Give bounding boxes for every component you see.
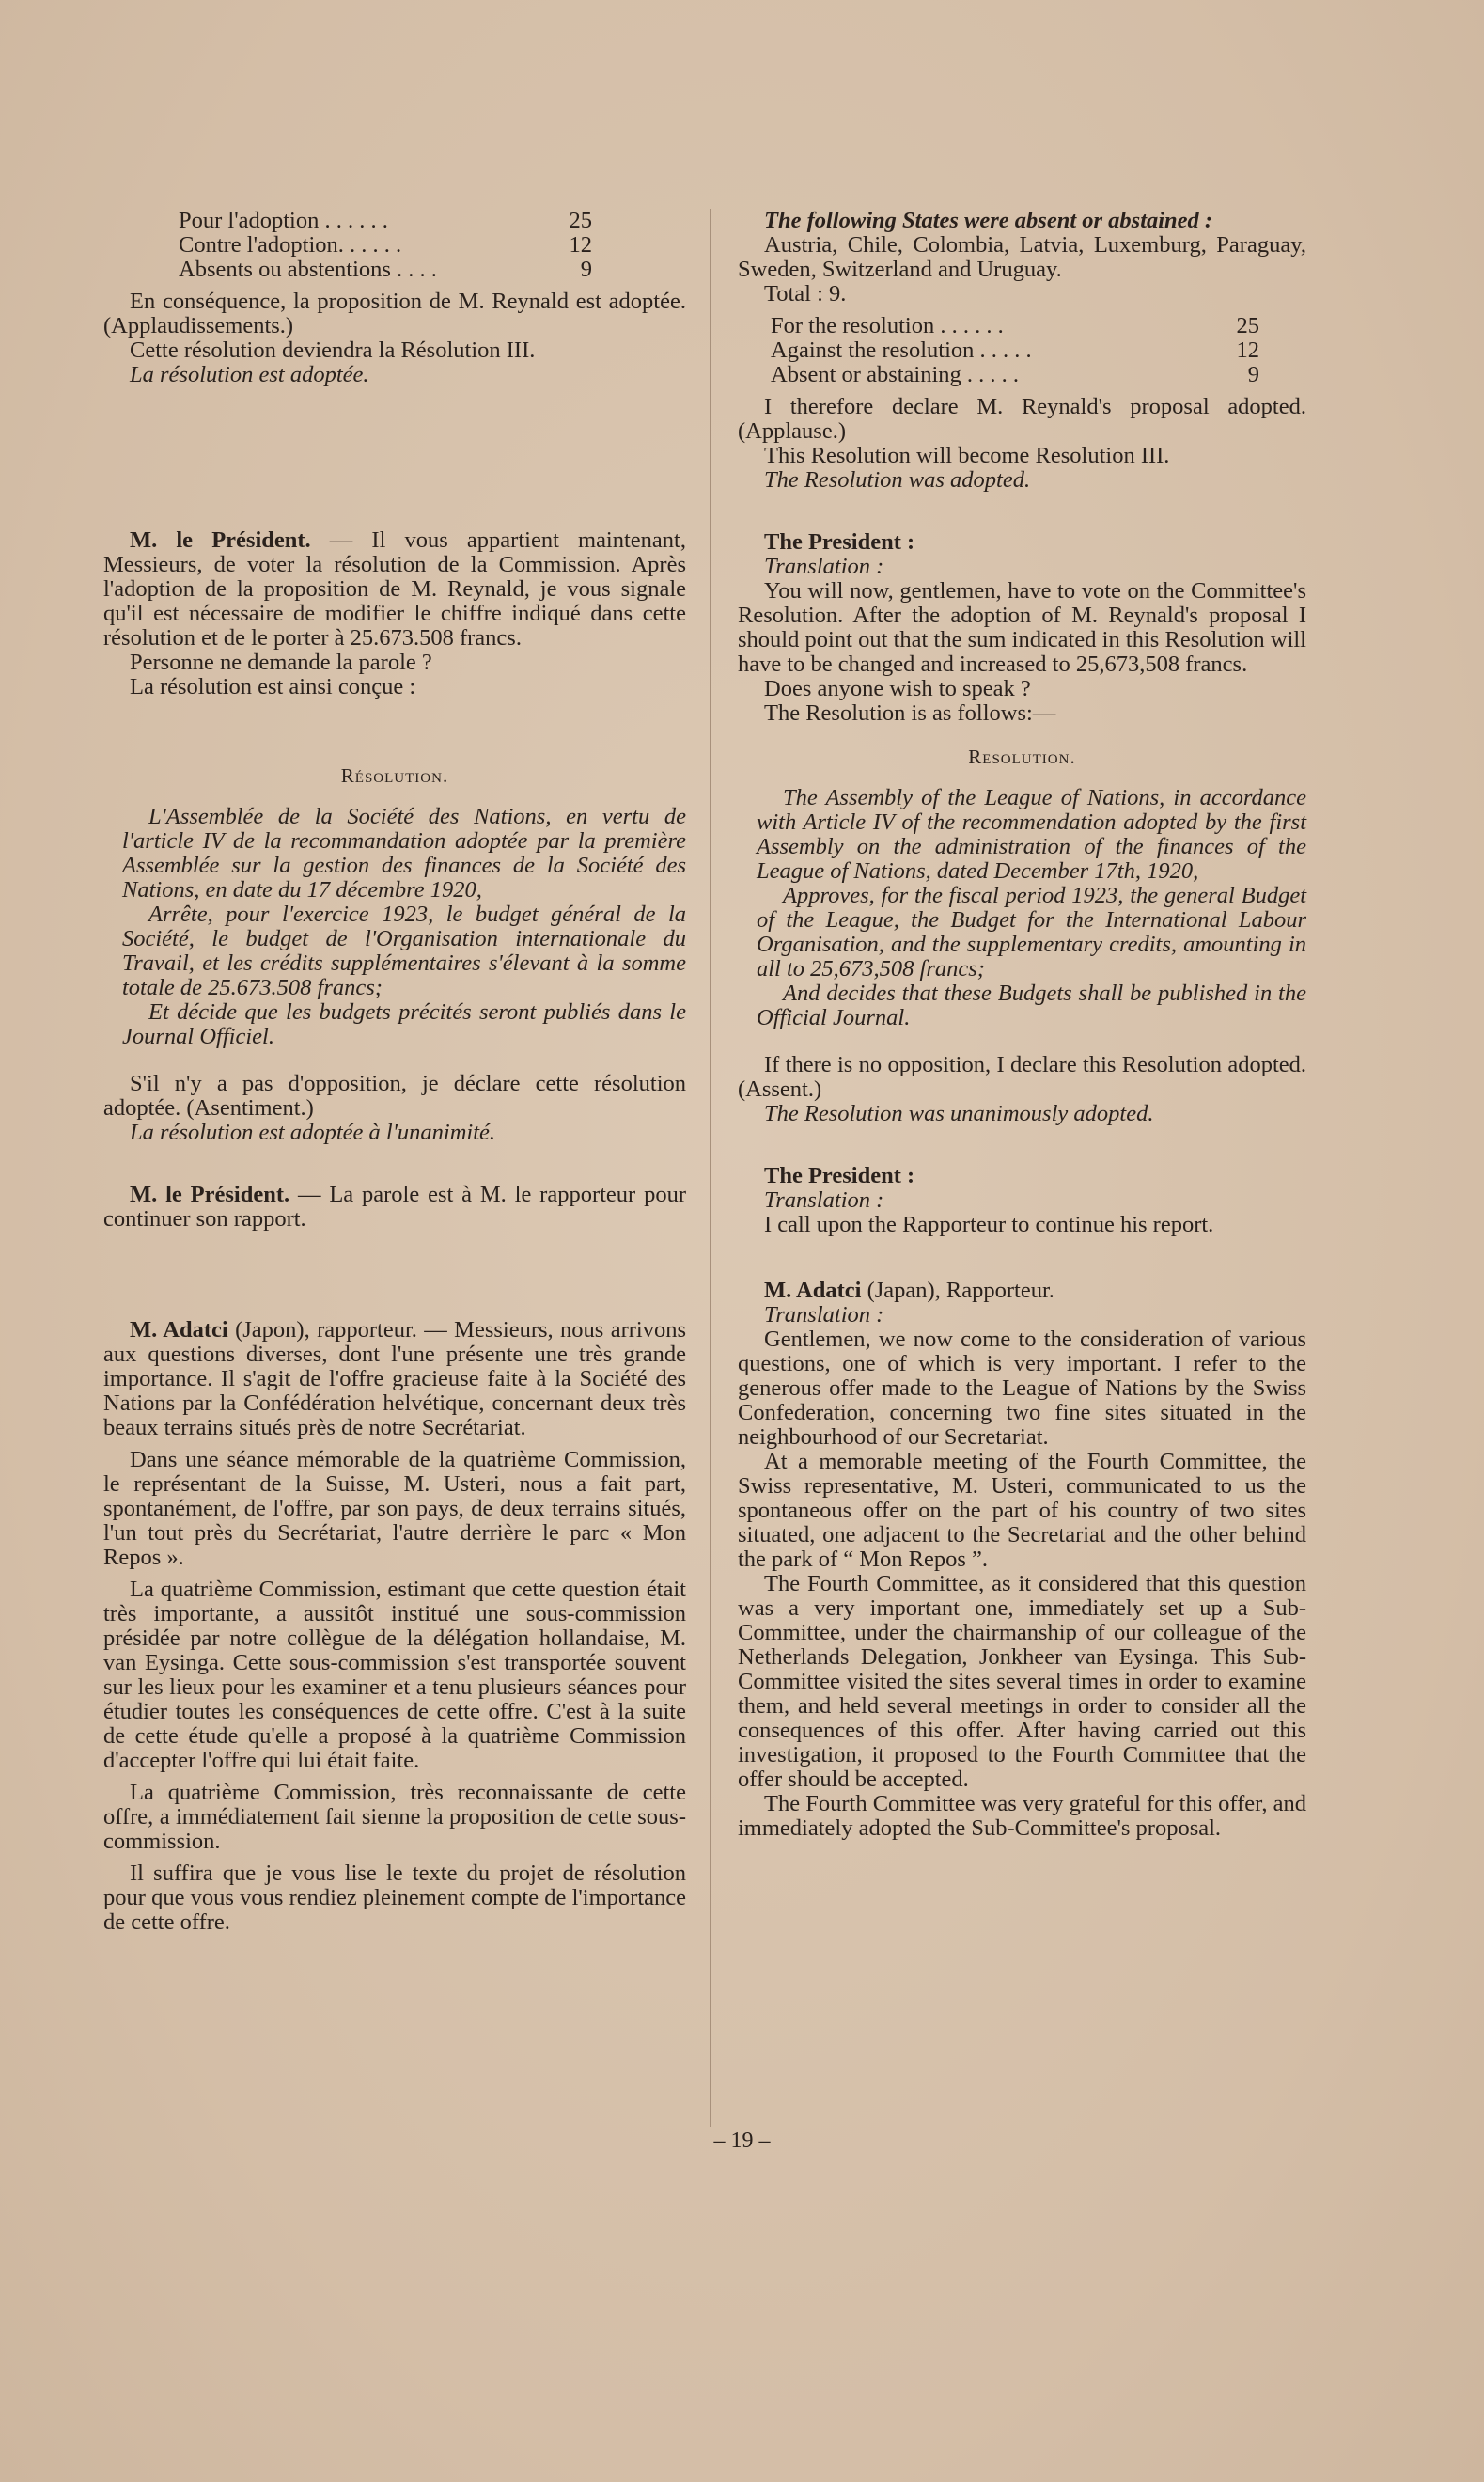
paragraph: The Resolution is as follows:— bbox=[764, 700, 1056, 726]
paragraph: — Il vous appartient maintenant, Messieurs, de voter la résolution de la Commission. Après l'adoption de la proposition de M. Reynald, je vous signale qu'il est nécessaire de modifier le chiffre indiqué dans cette résolution et de le porter à 25.673.508 francs. bbox=[103, 527, 686, 651]
speaker-name: The President : bbox=[764, 1163, 915, 1188]
fr-resolution bbox=[122, 805, 686, 1049]
paragraph: I call upon the Rapporteur to continue his report. bbox=[764, 1212, 1214, 1237]
paragraph: This Resolution will become Resolution III. bbox=[764, 443, 1170, 468]
section-heading: Resolution. bbox=[968, 746, 1076, 768]
paragraph: (Japon), rapporteur. — Messieurs, nous arrivons aux questions diverses, dont l'une présente une très grande importance. Il s'agit de l'offre gracieuse faite à la Société des Nations par la Confédération helvétique, concernant deux très beaux terrains situés près de notre Secrétariat. bbox=[103, 1317, 686, 1440]
speaker-name: The President : bbox=[764, 529, 915, 555]
translation-label: Translation : bbox=[764, 554, 884, 579]
vote-row: For the resolution . . . . . . 25 bbox=[771, 313, 1259, 338]
paragraph: At a memorable meeting of the Fourth Committee, the Swiss representative, M. Usteri, communicated to us the spontaneous offer on the part of his country of two sites situated, one adjacent to the Secretariat and the other behind the park of “ Mon Repos ”. bbox=[738, 1449, 1306, 1572]
translation-label: Translation : bbox=[764, 1187, 884, 1213]
vote-row: Absents ou abstentions . . . . 9 bbox=[179, 257, 592, 282]
speaker-name: M. le Président. bbox=[130, 527, 311, 553]
speaker-name: M. le Président. bbox=[130, 1182, 290, 1207]
paragraph: Approves, for the fiscal period 1923, the general Budget of the League, the Budget for the International Labour Organisation, and the supplementary credits, amounting in all to 25,673,508 francs; bbox=[757, 883, 1306, 982]
paragraph: The Fourth Committee, as it considered that this question was a very important one, immediately set up a Sub-Committee, under the chairmanship of our colleague of the Netherlands Delegation, Jonkheer van Eysinga. This Sub-Committee visited the sites several times in order to examine them, and held several meetings in order to consider all the consequences of this offer. After having carried out this investigation, it proposed to the Fourth Committee that the offer should be accepted. bbox=[738, 1571, 1306, 1792]
vote-row: Against the resolution . . . . . 12 bbox=[771, 338, 1259, 363]
paragraph: Dans une séance mémorable de la quatrième Commission, le représentant de la Suisse, M. Usteri, nous a fait part, spontanément, de l'offre, par son pays, de deux terrains situés, l'un tout près du Secrétariat, l'autre derrière le parc « Mon Repos ». bbox=[103, 1447, 686, 1570]
translation-label: Translation : bbox=[764, 1302, 884, 1327]
vote-row: Pour l'adoption . . . . . . 25 bbox=[179, 208, 592, 233]
paragraph: I therefore declare M. Reynald's proposal adopted. (Applause.) bbox=[738, 394, 1306, 444]
paragraph: The following States were absent or abstained : bbox=[764, 208, 1213, 233]
vote-row: Absent or abstaining . . . . . 9 bbox=[771, 362, 1259, 387]
paragraph: La quatrième Commission, très reconnaissante de cette offre, a immédiatement fait sienne la proposition de cette sous-commission. bbox=[103, 1780, 686, 1854]
paragraph: Austria, Chile, Colombia, Latvia, Luxemburg, Paraguay, Sweden, Switzerland and Uruguay. bbox=[738, 232, 1306, 282]
paragraph: En conséquence, la proposition de M. Reynald est adoptée. (Applaudissements.) bbox=[103, 289, 686, 338]
page-number: – 19 – bbox=[713, 2129, 771, 2153]
paragraph: Total : 9. bbox=[764, 281, 847, 306]
fr-vote-table bbox=[179, 209, 686, 282]
vote-row: Contre l'adoption. . . . . . 12 bbox=[179, 232, 592, 258]
french-column bbox=[103, 209, 686, 1935]
speaker-name: M. Adatci bbox=[130, 1317, 228, 1343]
paragraph: Il suffira que je vous lise le texte du projet de résolution pour que vous vous rendiez pleinement compte de l'importance de cette offre. bbox=[103, 1861, 686, 1935]
paragraph: Personne ne demande la parole ? bbox=[130, 650, 432, 675]
speaker-name: M. Adatci bbox=[764, 1278, 862, 1303]
en-resolution bbox=[757, 786, 1306, 1030]
paragraph: And decides that these Budgets shall be published in the Official Journal. bbox=[757, 981, 1306, 1030]
paragraph: If there is no opposition, I declare this Resolution adopted. (Assent.) bbox=[738, 1052, 1306, 1102]
section-heading: Résolution. bbox=[340, 764, 449, 787]
paragraph: La quatrième Commission, estimant que cette question était très importante, a aussitôt institué une sous-commission présidée par notre collègue de la délégation hollandaise, M. van Eysinga. Cette sous-commission s'est transportée souvent sur les lieux pour les examiner et a tenu plusieurs séances pour étudier toutes les conséquences de cette offre. C'est à la suite de cette étude qu'elle a proposé à la quatrième Commission d'accepter l'offre qui lui était faite. bbox=[103, 1577, 686, 1773]
paragraph: The Fourth Committee was very grateful for this offer, and immediately adopted the Sub-Committee's proposal. bbox=[738, 1791, 1306, 1841]
paragraph: The Assembly of the League of Nations, in accordance with Article IV of the recommendation adopted by the first Assembly on the administration of the finances of the League of Nations, dated December 17th, 1920, bbox=[757, 785, 1306, 884]
paragraph: Gentlemen, we now come to the consideration of various questions, one of which is very important. I refer to the generous offer made to the League of Nations by the Swiss Confederation, concerning two fine sites situated in the neighbourhood of our Secretariat. bbox=[738, 1327, 1306, 1450]
paragraph: The Resolution was unanimously adopted. bbox=[764, 1101, 1154, 1126]
paragraph: S'il n'y a pas d'opposition, je déclare cette résolution adoptée. (Asentiment.) bbox=[103, 1071, 686, 1121]
paragraph: La résolution est ainsi conçue : bbox=[130, 674, 416, 699]
paragraph: Arrête, pour l'exercice 1923, le budget général de la Société, le budget de l'Organisation internationale du Travail, et les crédits supplémentaires s'élevant à la somme totale de 25.673.508 francs; bbox=[122, 902, 686, 1000]
paragraph: Cette résolution deviendra la Résolution III. bbox=[130, 338, 536, 363]
english-column bbox=[738, 209, 1306, 1841]
paragraph: La résolution est adoptée. bbox=[130, 362, 369, 387]
en-vote-table bbox=[771, 314, 1306, 387]
paragraph: La résolution est adoptée à l'unanimité. bbox=[130, 1120, 496, 1145]
paragraph: The Resolution was adopted. bbox=[764, 467, 1031, 493]
paragraph: You will now, gentlemen, have to vote on the Committee's Resolution. After the adoption of M. Reynald's proposal I should point out that the sum indicated in this Resolution will have to be changed and increased to 25,673,508 francs. bbox=[738, 578, 1306, 677]
column-divider bbox=[710, 209, 711, 2127]
paragraph: — La parole est à M. le rapporteur pour continuer son rapport. bbox=[103, 1182, 686, 1232]
paragraph: L'Assemblée de la Société des Nations, en vertu de l'article IV de la recommandation adoptée par la première Assemblée sur la gestion des finances de la Société des Nations, en date du 17 décembre 1920, bbox=[122, 804, 686, 903]
paragraph: Does anyone wish to speak ? bbox=[764, 676, 1031, 701]
paragraph: Et décide que les budgets précités seront publiés dans le Journal Officiel. bbox=[122, 999, 686, 1049]
paragraph: (Japan), Rapporteur. bbox=[861, 1278, 1054, 1303]
